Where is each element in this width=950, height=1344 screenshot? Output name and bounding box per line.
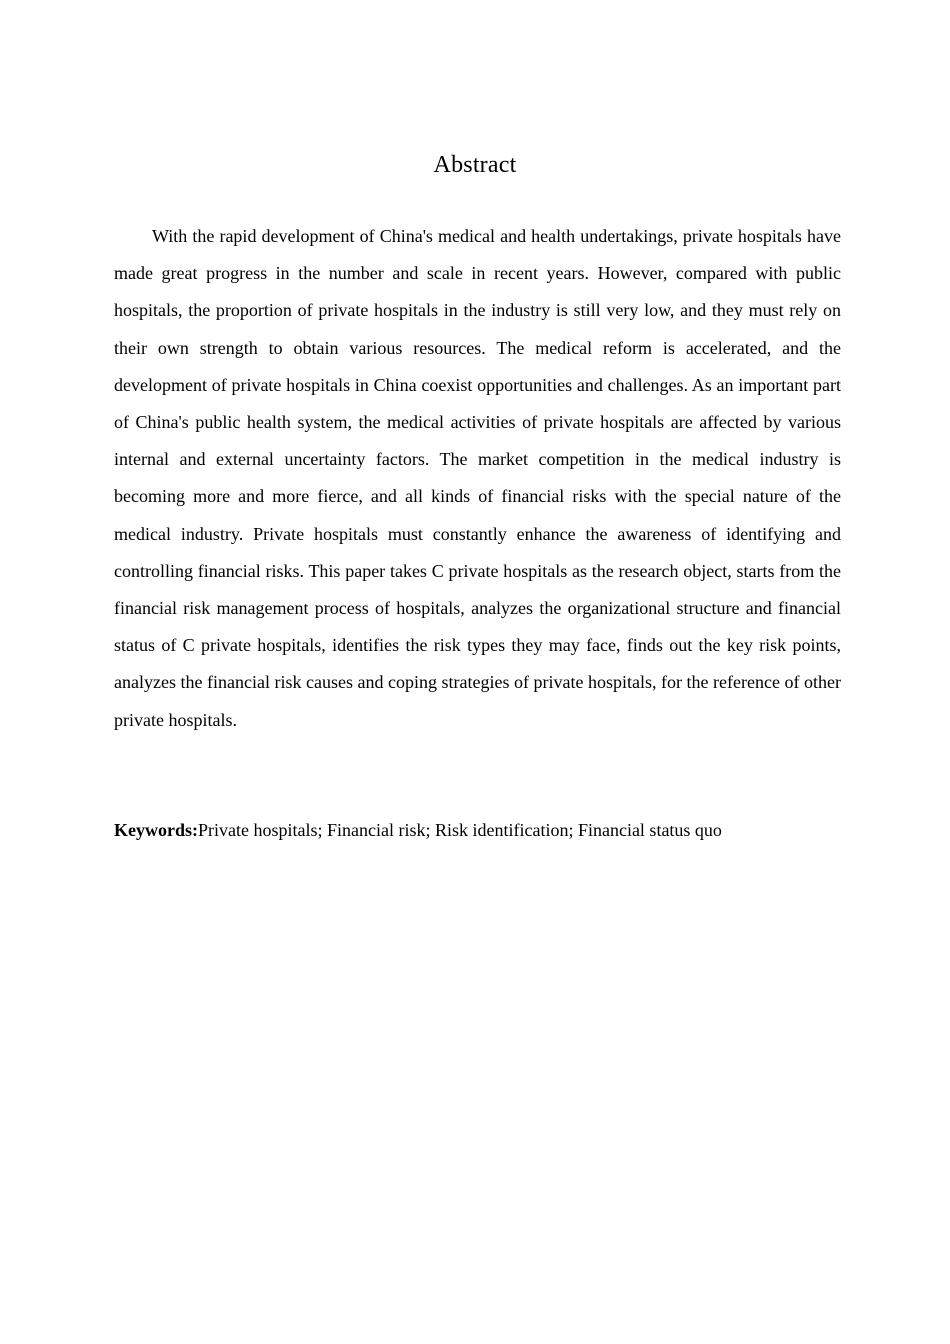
keywords-value: Private hospitals; Financial risk; Risk identification; Financial status quo [198, 820, 722, 840]
abstract-paragraph: With the rapid development of China's medical and health undertakings, private hospitals have made great progress in the number and scale in recent years. However, compared with public hospitals, the proportion of private hospitals in the industry is still very low, and they must rely on their own strength to obtain various resources. The medical reform is accelerated, and the development of private hospitals in China coexist opportunities and challenges. As an important part of China's public health system, the medical activities of private hospitals are affected by various internal and external uncertainty factors. The market competition in the medical industry is becoming more and more fierce, and all kinds of financial risks with the special nature of the medical industry. Private hospitals must constantly enhance the awareness of identifying and controlling financial risks. This paper takes C private hospitals as the research object, starts from the financial risk management process of hospitals, analyzes the organizational structure and financial status of C private hospitals, identifies the risk types they may face, finds out the key risk points, analyzes the financial risk causes and coping strategies of private hospitals, for the reference of other private hospitals. [114, 226, 841, 730]
keywords-line [114, 812, 841, 849]
keywords-label: Keywords: [114, 820, 198, 840]
abstract-title: Abstract [433, 152, 517, 178]
